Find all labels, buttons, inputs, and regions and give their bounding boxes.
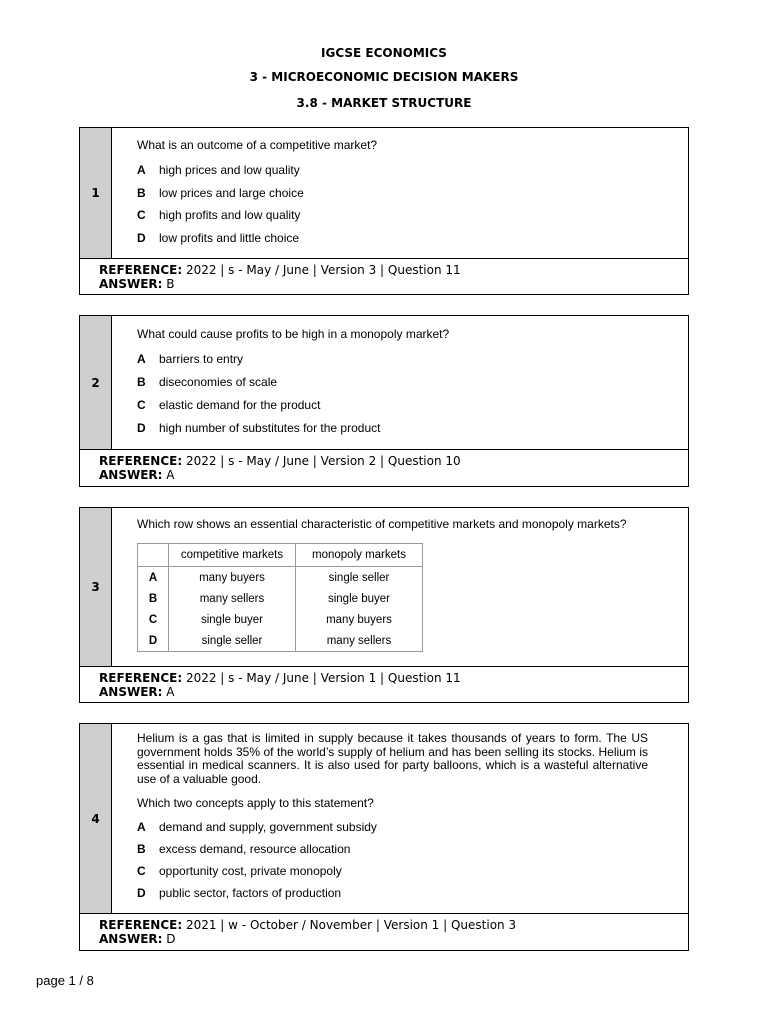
page-number: page 1 / 8 [36,973,94,988]
table-header-cell [138,544,169,567]
reference-line: REFERENCE: 2022 | s - May / June | Version 1 | Question 11 [99,671,461,685]
document-chapter: 3 - MICROECONOMIC DECISION MAKERS [249,70,519,84]
reference-block [80,914,688,946]
document-section: 3.8 - MARKET STRUCTURE [296,96,472,110]
row-letter: D [138,630,169,652]
question-passage: Helium is a gas that is limited in supply because it takes thousands of years to form. The US government holds 35% of the world’s supply of helium and has been selling its stocks. Helium is essential in medical scanners. It is also used for party balloons, which is a wasteful alternative use of a valuable good. [137,731,648,786]
option-b: B diseconomies of scale [137,375,278,389]
option-b: B excess demand, resource allocation [137,842,351,856]
question-number: 1 [80,128,112,258]
row-letter: C [138,609,169,630]
reference-block [80,259,688,291]
table-cell: single buyer [169,609,296,630]
question-card-4 [79,723,689,951]
table-row [138,588,423,609]
table-cell: many buyers [296,609,423,630]
answer-line: ANSWER: A [99,468,175,482]
table-row [138,609,423,630]
option-c: C opportunity cost, private monopoly [137,864,342,878]
reference-line: REFERENCE: 2022 | s - May / June | Version 3 | Question 11 [99,263,461,277]
table-header-row [138,544,423,567]
reference-line: REFERENCE: 2021 | w - October / November | Version 1 | Question 3 [99,918,517,932]
option-a: A barriers to entry [137,352,244,366]
row-letter: A [138,567,169,589]
document-subject: IGCSE ECONOMICS [321,46,447,60]
option-c: C elastic demand for the product [137,398,321,412]
question-number: 2 [80,316,112,449]
question-card-3 [79,507,689,703]
answer-line: ANSWER: D [99,932,176,946]
question-stem: Which row shows an essential characteristic of competitive markets and monopoly markets? [137,517,627,531]
option-b: B low prices and large choice [137,186,304,200]
question-number: 4 [80,724,112,913]
question-row [80,128,688,259]
row-letter: B [138,588,169,609]
question-row [80,316,688,450]
answer-line: ANSWER: B [99,277,175,291]
table-cell: many buyers [169,567,296,589]
table-header-cell: competitive markets [169,544,296,567]
option-a: A demand and supply, government subsidy [137,820,377,834]
option-a: A high prices and low quality [137,163,300,177]
answer-line: ANSWER: A [99,685,175,699]
answer-table [137,543,423,652]
question-stem: Which two concepts apply to this statement? [137,796,374,810]
table-cell: single seller [296,567,423,589]
table-cell: many sellers [169,588,296,609]
option-d: D low profits and little choice [137,231,300,245]
table-cell: single buyer [296,588,423,609]
table-cell: single seller [169,630,296,652]
question-row [80,508,688,667]
question-number: 3 [80,508,112,666]
table-header-cell: monopoly markets [296,544,423,567]
question-card-2 [79,315,689,487]
reference-line: REFERENCE: 2022 | s - May / June | Version 2 | Question 10 [99,454,461,468]
reference-block [80,450,688,482]
table-cell: many sellers [296,630,423,652]
question-row [80,724,688,914]
option-c: C high profits and low quality [137,208,301,222]
table-row [138,630,423,652]
question-card-1 [79,127,689,295]
table-row [138,567,423,589]
option-d: D high number of substitutes for the product [137,421,381,435]
option-d: D public sector, factors of production [137,886,342,900]
reference-block [80,667,688,699]
question-stem: What could cause profits to be high in a monopoly market? [137,327,450,341]
question-stem: What is an outcome of a competitive market? [137,138,378,152]
